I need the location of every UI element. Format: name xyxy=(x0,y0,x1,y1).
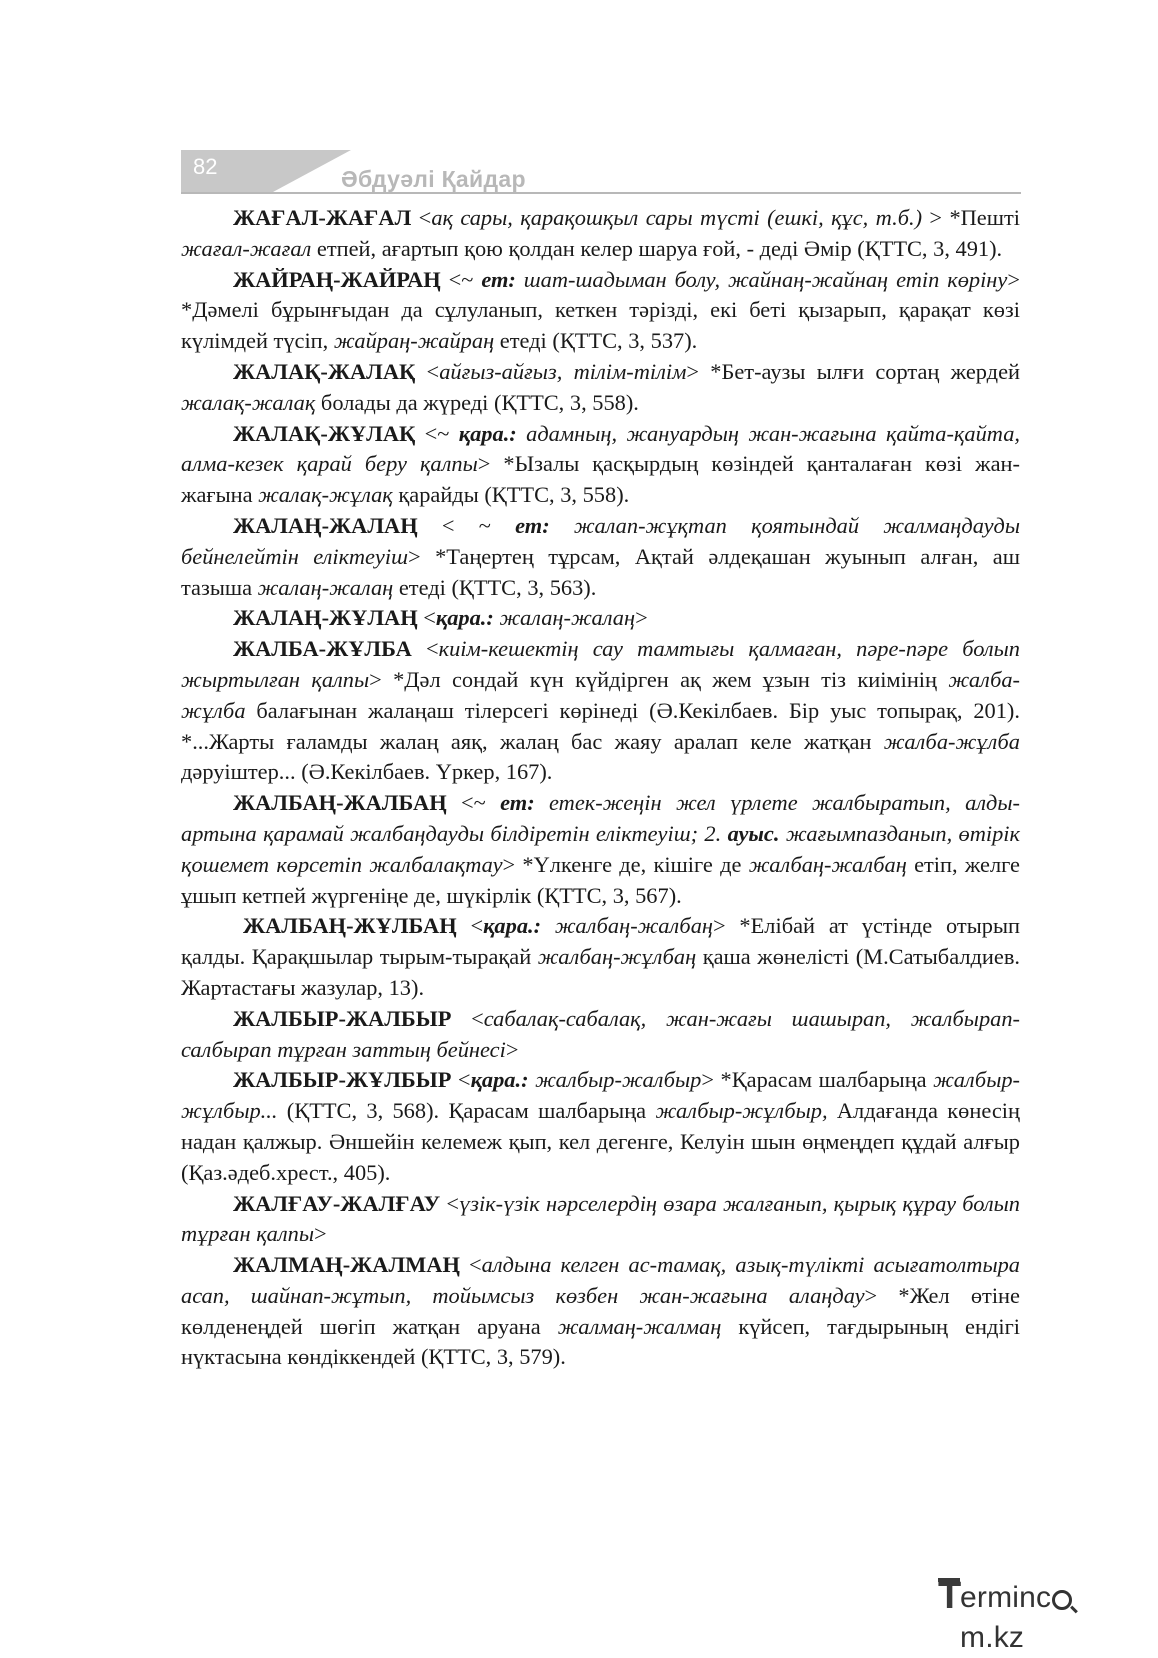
entry-example-word: жалбыр-жұлбыр... xyxy=(181,1067,1021,1124)
dictionary-entry: ЖАЛБА-ЖҰЛБА <киім-кешектің сау тамтығы қалмаған, пәре-пәре болып жыртылған қалпы> *Дәл сондай күн күйдірген ақ жем ұзын тіз киімінің жалба-жұлба балағынан жалаңаш тілерсегі көрінеді (Ә.Кекілбаев. Бір уыс топырақ, 201). *...Жарты ғаламды жалаң аяқ, жалаң бас жаяу аралап келе жатқан жалба-жұлба дәруіштер... (Ә.Кекілбаев. Үркер, 167). xyxy=(181,636,1021,785)
dictionary-entry: ЖАЛБЫР-ЖАЛБЫР <сабалақ-сабалақ, жан-жағы шашырап, жалбырап-салбырап тұрған заттың бейнесі> xyxy=(181,1005,1020,1062)
entry-headword: ЖАЛҒАУ-ЖАЛҒАУ xyxy=(233,1190,441,1216)
entry-grammar-mark: ет: xyxy=(500,790,535,816)
dictionary-entry: ЖАЛҒАУ-ЖАЛҒАУ <үзік-үзік нәрселердің өзара жалғанып, қырық құрау болып тұрған қалпы> xyxy=(181,1190,1020,1247)
dictionary-entry: ЖАЛБАҢ-ЖАЛБАҢ <~ ет: етек-жеңін жел үрлете жалбыратып, алды-артына қарамай жалбаңдауды білдіретін еліктеуіш; 2. ауыс. жағымпазданып, өтірік қошемет көрсетіп жалбалақтау> *Үлкенге де, кішіге де жалбаң-жалбаң етіп, желге ұшып кетпей жүргеніңе де, шүкірлік (ҚТТС, 3, 567). xyxy=(181,790,1020,908)
dictionary-entries xyxy=(181,203,1020,1373)
entry-example-word: жалбаң-жалбаң xyxy=(748,851,907,877)
entry-example-word: жайраң-жайраң xyxy=(333,328,495,354)
entry-headword: ЖАЛБЫР-ЖҰЛБЫР xyxy=(233,1067,452,1093)
entry-example-word: жағал-жағал xyxy=(181,235,312,261)
entry-example-word: жалба-жұлба xyxy=(181,666,1021,723)
entry-headword: ЖАЛАҢ-ЖҰЛАҢ xyxy=(233,605,418,631)
dictionary-entry: ЖАЙРАҢ-ЖАЙРАҢ <~ ет: шат-шадыман болу, жайнаң-жайнаң етіп көріну> *Дәмелі бұрынғыдан да сұлуланып, кеткен тәрізді, екі беті қызарып, қарақат көзі күлімдей түсіп, жайраң-жайраң етеді (ҚТТС, 3, 537). xyxy=(181,266,1020,354)
magnifier-icon xyxy=(1052,1590,1072,1610)
entry-headword: ЖАЙРАҢ-ЖАЙРАҢ xyxy=(233,266,441,292)
header-rule xyxy=(181,192,1021,194)
entry-grammar-mark: қара.: xyxy=(458,420,517,446)
entry-example-word: жалақ-жалақ xyxy=(181,389,316,415)
entry-definition: айғыз-айғыз, тілім-тілім xyxy=(439,358,687,384)
entry-definition: жалаң-жалаң xyxy=(493,605,636,631)
entry-headword: ЖАЛАҚ-ЖҰЛАҚ xyxy=(233,420,416,446)
entry-example-word: жалмаң-жалмаң xyxy=(557,1313,722,1339)
entry-grammar-mark: қара.: xyxy=(435,605,494,631)
entry-headword: ЖАЛАҢ-ЖАЛАҢ xyxy=(233,512,418,538)
entry-grammar-mark: қара.: xyxy=(483,913,542,939)
running-head-author: Әбдуәлі Қайдар xyxy=(341,166,526,192)
logo-letter-t: T xyxy=(938,1575,962,1617)
entry-example-word: жалбыр-жұлбыр, xyxy=(655,1098,828,1124)
termincom-watermark-logo xyxy=(938,1574,1133,1654)
page-header xyxy=(181,148,1021,196)
entry-headword: ЖАҒАЛ-ЖАҒАЛ xyxy=(233,205,412,230)
entry-definition: етек-жеңін жел үрлете жалбыратып, алды-артына қарамай жалбаңдауды білдіретін еліктеуіш; 2. xyxy=(181,790,1020,846)
entry-headword: ЖАЛАҚ-ЖАЛАҚ xyxy=(233,358,416,384)
entry-definition: жалап-жұқтап қоятындай жалмаңдауды бейнелейтін еліктеуіш xyxy=(181,512,1020,569)
logo-text: ermincm.kz xyxy=(960,1578,1133,1658)
entry-headword: ЖАЛБА-ЖҰЛБА xyxy=(233,636,412,662)
entry-grammar-mark: ауыс. xyxy=(727,820,780,846)
entry-grammar-mark: ет: xyxy=(515,512,550,538)
entry-example-word: жалаң-жалаң xyxy=(257,574,394,600)
entry-headword: ЖАЛБЫР-ЖАЛБЫР xyxy=(233,1005,452,1031)
entry-example-word: жалба-жұлба xyxy=(883,728,1020,754)
entry-definition: шат-шадыман болу, жайнаң-жайнаң етіп көріну xyxy=(515,266,1008,292)
entry-grammar-mark: ет: xyxy=(481,266,516,292)
page-number: 82 xyxy=(193,154,218,179)
dictionary-entry: ЖАЛАҚ-ЖАЛАҚ <айғыз-айғыз, тілім-тілім> *Бет-аузы ылғи сортаң жердей жалақ-жалақ болады да жүреді (ҚТТС, 3, 558). xyxy=(181,358,1020,415)
entry-definition: жағымпазданып, өтірік қошемет көрсетіп жалбалақтау xyxy=(181,820,1020,877)
entry-headword: ЖАЛБАҢ-ЖАЛБАҢ xyxy=(233,790,447,816)
dictionary-entry: ЖАЛБЫР-ЖҰЛБЫР <қара.: жалбыр-жалбыр> *Қарасам шалбарыңа жалбыр-жұлбыр... (ҚТТС, 3, 568). Қарасам шалбарыңа жалбыр-жұлбыр, Алдағанда көнесің надан қалжыр. Әншейін келемеж қып, кел дегенге, Келуін шын өңмеңдеп құдай алғыр (Қаз.әдеб.хрест., 405). xyxy=(181,1067,1021,1185)
dictionary-entry: ЖАЛБАҢ-ЖҰЛБАҢ <қара.: жалбаң-жалбаң> *Елібай ат үстінде отырып қалды. Қарақшылар тырым-тырақай жалбаң-жұлбаң қаша жөнелісті (М.Сатыбалдиев. Жартастағы жазулар, 13). xyxy=(181,913,1020,1000)
page-number-tab xyxy=(273,150,351,192)
entry-definition: үзік-үзік нәрселердің өзара жалғанып, қырық құрау болып тұрған қалпы xyxy=(181,1190,1020,1247)
entry-grammar-mark: қара.: xyxy=(470,1067,529,1093)
entry-definition: киім-кешектің сау тамтығы қалмаған, пәре-пәре болып жыртылған қалпы xyxy=(181,636,1021,692)
dictionary-entry: ЖАЛАҢ-ЖҰЛАҢ <қара.: жалаң-жалаң> xyxy=(233,605,648,631)
entry-headword: ЖАЛБАҢ-ЖҰЛБАҢ xyxy=(243,913,457,939)
dictionary-entry: ЖАЛАҚ-ЖҰЛАҚ <~ қара.: адамның, жануардың жан-жағына қайта-қайта, алма-кезек қарай беру қалпы> *Ызалы қасқырдың көзіндей қанталаған көзі жан-жағына жалақ-жұлақ қарайды (ҚТТС, 3, 558). xyxy=(181,420,1021,508)
entry-definition: алдына келген ас-тамақ, азық-түлікті асығатолтыра асап, шайнап-жұтып, тойымсыз көзбен жан-жағына алаңдау xyxy=(181,1252,1021,1308)
entry-definition: жалбаң-жалбаң xyxy=(541,913,713,939)
dictionary-entry: ЖАЛМАҢ-ЖАЛМАҢ <алдына келген ас-тамақ, азық-түлікті асығатолтыра асап, шайнап-жұтып, тойымсыз көзбен жан-жағына алаңдау> *Жел өтіне көлденеңдей шөгіп жатқан аруана жалмаң-жалмаң күйсеп, тағдырының ендігі нүктасына көндіккендей (ҚТТС, 3, 579). xyxy=(181,1252,1021,1370)
dictionary-entry: ЖАЛАҢ-ЖАЛАҢ < ~ ет: жалап-жұқтап қоятындай жалмаңдауды бейнелейтін еліктеуіш> *Таңертең тұрсам, Ақтай әлдеқашан жуынып алған, аш тазыша жалаң-жалаң етеді (ҚТТС, 3, 563). xyxy=(181,512,1020,600)
entry-headword: ЖАЛМАҢ-ЖАЛМАҢ xyxy=(233,1252,460,1278)
entry-example-word: жалбаң-жұлбаң xyxy=(537,944,697,970)
entry-example-word: жалақ-жұлақ xyxy=(258,482,393,508)
entry-definition: сабалақ-сабалақ, жан-жағы шашырап, жалбырап-салбырап тұрған заттың бейнесі xyxy=(181,1005,1020,1062)
dictionary-entry: ЖАҒАЛ-ЖАҒАЛ <ақ сары, қарақошқыл сары түсті (ешкі, құс, т.б.) > *Пешті жағал-жағал етпей, ағартып қою қолдан келер шаруа ғой, - деді Әмір (ҚТТС, 3, 491). xyxy=(181,205,1020,261)
entry-definition: адамның, жануардың жан-жағына қайта-қайта, алма-кезек қарай беру қалпы xyxy=(181,420,1021,477)
entry-definition: жалбыр-жалбыр xyxy=(528,1067,702,1093)
entry-definition: ақ сары, қарақошқыл сары түсті (ешкі, құс, т.б.) xyxy=(431,205,923,230)
